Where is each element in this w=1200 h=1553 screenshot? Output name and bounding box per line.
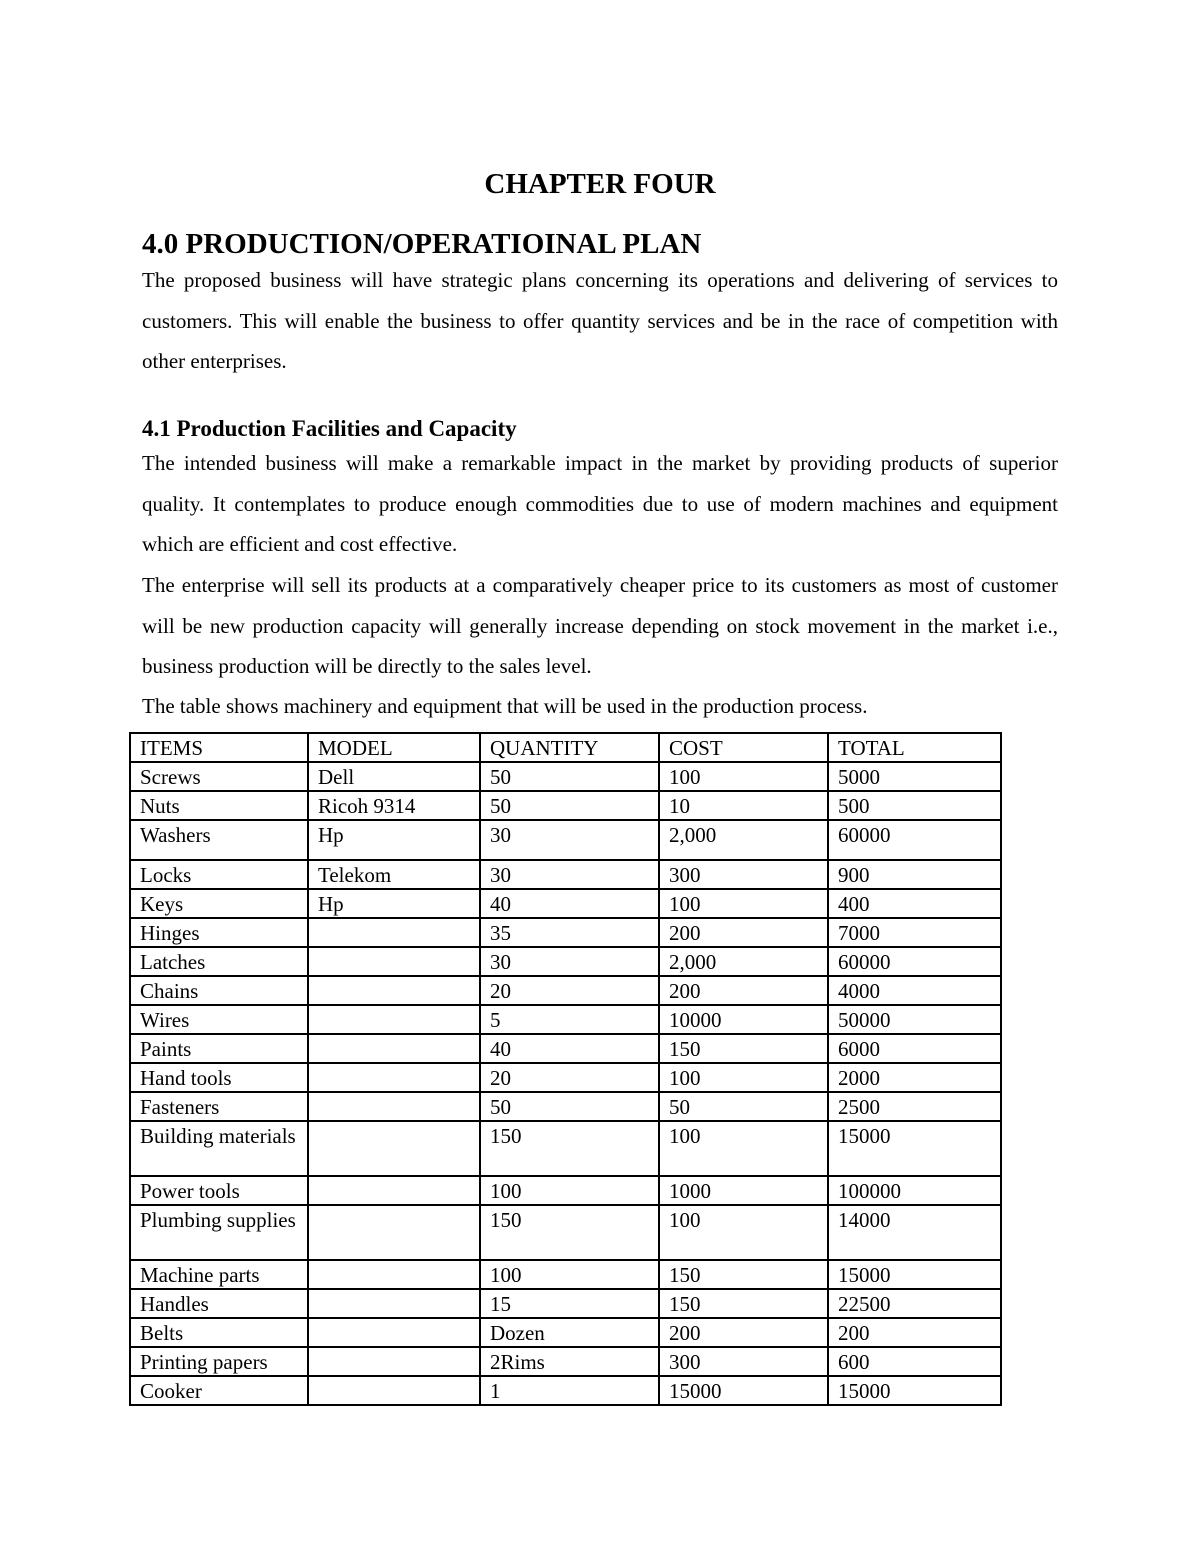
equipment-table <box>129 732 1002 1406</box>
table-row <box>130 1376 1001 1405</box>
cell-quantity: 35 <box>480 918 659 947</box>
cell-total: 2000 <box>828 1063 1001 1092</box>
cell-cost: 200 <box>659 918 828 947</box>
cell-quantity: 50 <box>480 791 659 820</box>
table-row <box>130 1034 1001 1063</box>
cell-cost: 100 <box>659 1205 828 1260</box>
cell-item: Paints <box>130 1034 308 1063</box>
cell-cost: 10000 <box>659 1005 828 1034</box>
cell-quantity: 50 <box>480 762 659 791</box>
cell-item: Keys <box>130 889 308 918</box>
cell-item: Locks <box>130 860 308 889</box>
cell-total: 100000 <box>828 1176 1001 1205</box>
cell-total: 4000 <box>828 976 1001 1005</box>
cell-item: Screws <box>130 762 308 791</box>
cell-total: 500 <box>828 791 1001 820</box>
cell-model <box>308 947 480 976</box>
table-row <box>130 1005 1001 1034</box>
cell-total: 15000 <box>828 1121 1001 1176</box>
cell-quantity: 1 <box>480 1376 659 1405</box>
cell-cost: 200 <box>659 976 828 1005</box>
cell-total: 400 <box>828 889 1001 918</box>
cell-total: 60000 <box>828 947 1001 976</box>
table-row <box>130 1318 1001 1347</box>
table-row <box>130 889 1001 918</box>
cell-item: Power tools <box>130 1176 308 1205</box>
cell-cost: 2,000 <box>659 820 828 860</box>
cell-cost: 50 <box>659 1092 828 1121</box>
paragraph-production-plan-intro: The proposed business will have strategic plans concerning its operations and delivering of services to customers. This will enable the business to offer quantity services and be in the race of competition with other enterprises. <box>142 268 1058 374</box>
cell-quantity: 40 <box>480 889 659 918</box>
cell-cost: 300 <box>659 1347 828 1376</box>
cell-quantity: 30 <box>480 820 659 860</box>
cell-quantity: 30 <box>480 947 659 976</box>
table-row <box>130 1092 1001 1121</box>
cell-total: 2500 <box>828 1092 1001 1121</box>
cell-item: Nuts <box>130 791 308 820</box>
cell-total: 15000 <box>828 1376 1001 1405</box>
table-row <box>130 1121 1001 1176</box>
table-row <box>130 860 1001 889</box>
chapter-title: CHAPTER FOUR <box>484 168 716 200</box>
cell-quantity: 100 <box>480 1260 659 1289</box>
cell-model: Dell <box>308 762 480 791</box>
cell-model <box>308 1205 480 1260</box>
table-row <box>130 1176 1001 1205</box>
table-row <box>130 762 1001 791</box>
paragraph-facilities-pricing: The enterprise will sell its products at a comparatively cheaper price to its customers as most of customer will be new production capacity will generally increase depending on stock movement in the market i.e., business production will be directly to the sales level. <box>142 573 1058 679</box>
cell-quantity: Dozen <box>480 1318 659 1347</box>
column-header-cost: COST <box>659 733 828 762</box>
cell-total: 14000 <box>828 1205 1001 1260</box>
cell-item: Cooker <box>130 1376 308 1405</box>
cell-total: 7000 <box>828 918 1001 947</box>
cell-item: Wires <box>130 1005 308 1034</box>
section-heading-production-plan: 4.0 PRODUCTION/OPERATIOINAL PLAN <box>142 228 702 260</box>
cell-total: 60000 <box>828 820 1001 860</box>
cell-model <box>308 1176 480 1205</box>
cell-cost: 100 <box>659 889 828 918</box>
table-row <box>130 1205 1001 1260</box>
cell-model <box>308 1289 480 1318</box>
cell-quantity: 2Rims <box>480 1347 659 1376</box>
cell-total: 200 <box>828 1318 1001 1347</box>
cell-total: 900 <box>828 860 1001 889</box>
cell-item: Washers <box>130 820 308 860</box>
table-header-row <box>130 733 1001 762</box>
table-row <box>130 918 1001 947</box>
cell-quantity: 150 <box>480 1205 659 1260</box>
cell-item: Printing papers <box>130 1347 308 1376</box>
cell-total: 5000 <box>828 762 1001 791</box>
cell-model: Ricoh 9314 <box>308 791 480 820</box>
cell-total: 6000 <box>828 1034 1001 1063</box>
table-row <box>130 976 1001 1005</box>
column-header-items: ITEMS <box>130 733 308 762</box>
cell-cost: 150 <box>659 1034 828 1063</box>
cell-model <box>308 1005 480 1034</box>
column-header-total: TOTAL <box>828 733 1001 762</box>
cell-item: Building materials <box>130 1121 308 1176</box>
cell-total: 50000 <box>828 1005 1001 1034</box>
cell-model: Hp <box>308 889 480 918</box>
cell-quantity: 30 <box>480 860 659 889</box>
cell-item: Fasteners <box>130 1092 308 1121</box>
cell-item: Plumbing supplies <box>130 1205 308 1260</box>
cell-cost: 200 <box>659 1318 828 1347</box>
cell-model <box>308 1092 480 1121</box>
cell-quantity: 50 <box>480 1092 659 1121</box>
paragraph-facilities-quality: The intended business will make a remarkable impact in the market by providing products of superior quality. It contemplates to produce enough commodities due to use of modern machines and equipment which are efficient and cost effective. <box>142 451 1058 557</box>
cell-item: Belts <box>130 1318 308 1347</box>
cell-cost: 100 <box>659 762 828 791</box>
table-row <box>130 820 1001 860</box>
cell-quantity: 5 <box>480 1005 659 1034</box>
section-heading-production-facilities: 4.1 Production Facilities and Capacity <box>142 416 517 441</box>
table-row <box>130 791 1001 820</box>
cell-model: Hp <box>308 820 480 860</box>
cell-cost: 150 <box>659 1289 828 1318</box>
cell-cost: 100 <box>659 1121 828 1176</box>
cell-cost: 300 <box>659 860 828 889</box>
cell-total: 15000 <box>828 1260 1001 1289</box>
table-row <box>130 1289 1001 1318</box>
cell-cost: 100 <box>659 1063 828 1092</box>
cell-cost: 15000 <box>659 1376 828 1405</box>
cell-cost: 10 <box>659 791 828 820</box>
table-row <box>130 947 1001 976</box>
cell-item: Hinges <box>130 918 308 947</box>
cell-model <box>308 1121 480 1176</box>
cell-model <box>308 976 480 1005</box>
cell-total: 600 <box>828 1347 1001 1376</box>
cell-model <box>308 1034 480 1063</box>
cell-model <box>308 1376 480 1405</box>
cell-model: Telekom <box>308 860 480 889</box>
column-header-model: MODEL <box>308 733 480 762</box>
cell-total: 22500 <box>828 1289 1001 1318</box>
cell-cost: 150 <box>659 1260 828 1289</box>
cell-item: Machine parts <box>130 1260 308 1289</box>
cell-model <box>308 918 480 947</box>
paragraph-table-intro: The table shows machinery and equipment that will be used in the production process. <box>142 694 868 718</box>
cell-model <box>308 1347 480 1376</box>
cell-quantity: 20 <box>480 1063 659 1092</box>
cell-model <box>308 1260 480 1289</box>
cell-model <box>308 1063 480 1092</box>
cell-quantity: 20 <box>480 976 659 1005</box>
table-row <box>130 1063 1001 1092</box>
cell-quantity: 15 <box>480 1289 659 1318</box>
cell-quantity: 40 <box>480 1034 659 1063</box>
cell-item: Chains <box>130 976 308 1005</box>
cell-item: Hand tools <box>130 1063 308 1092</box>
cell-cost: 1000 <box>659 1176 828 1205</box>
cell-model <box>308 1318 480 1347</box>
cell-item: Latches <box>130 947 308 976</box>
cell-quantity: 100 <box>480 1176 659 1205</box>
cell-item: Handles <box>130 1289 308 1318</box>
table-row <box>130 1260 1001 1289</box>
column-header-quantity: QUANTITY <box>480 733 659 762</box>
cell-cost: 2,000 <box>659 947 828 976</box>
cell-quantity: 150 <box>480 1121 659 1176</box>
table-row <box>130 1347 1001 1376</box>
